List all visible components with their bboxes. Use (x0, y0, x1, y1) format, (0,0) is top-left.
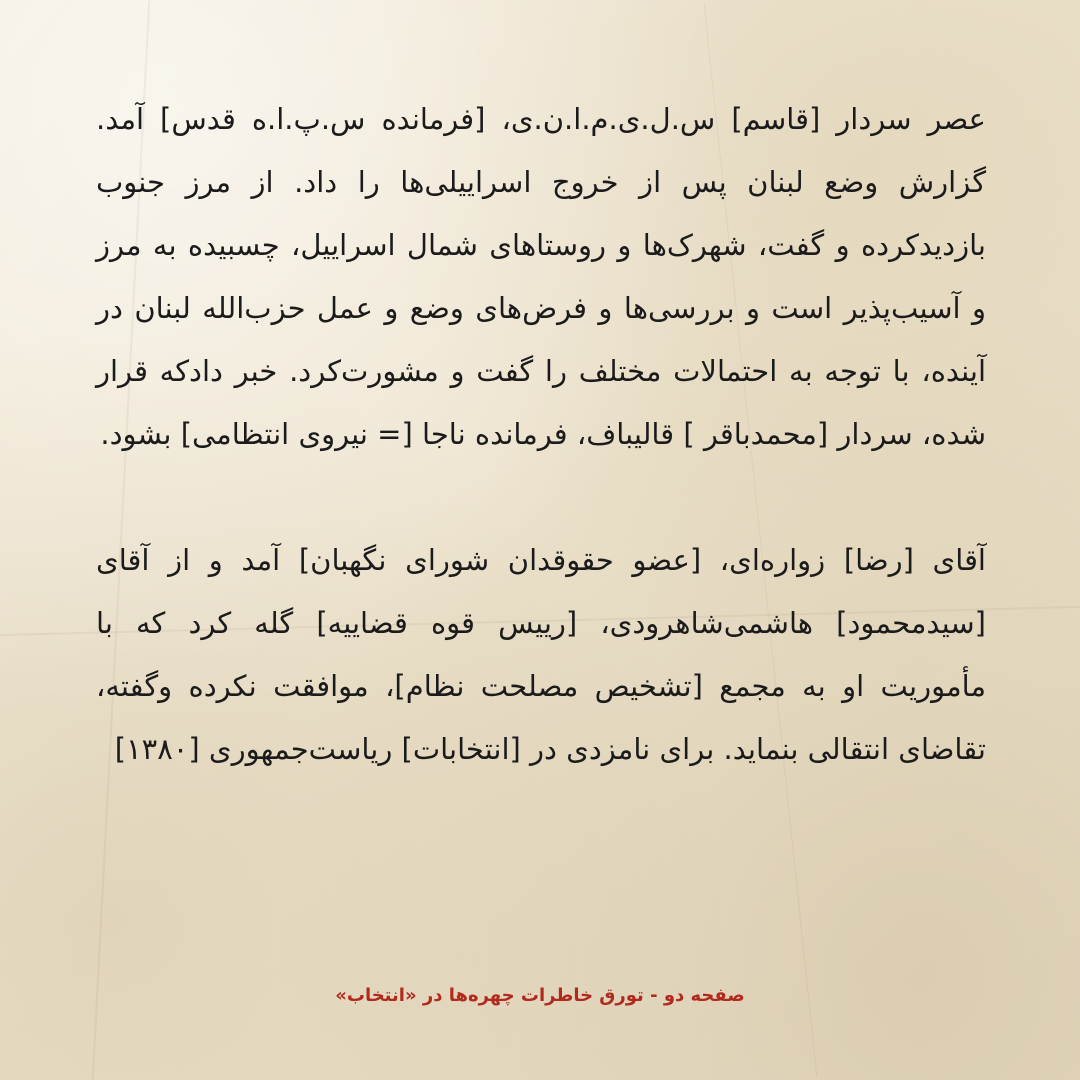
page-footer-caption: صفحه دو - تورق خاطرات چهره‌ها در «انتخاب» (335, 985, 745, 1006)
paragraph-1: عصر سردار [قاسم] س.ل.ی.م.ا.ن.ی، [فرمانده س.پ.ا.ه قدس] آمد. گزارش وضع لبنان پس از خروج اسراییلی‌ها را داد. از مرز جنوب بازدیدکرده و گفت، شهرک‌ها و روستاهای شمال اسراییل، چسبیده به مرز و آسیب‌پذیر است و بررسی‌ها و فرض‌های وضع و عمل حزب‌الله لبنان در آینده، با توجه به احتمالات مختلف را گفت و مشورت‌کرد. خبر دادکه قرار شده، سردار [محمدباقر ] قالیباف، فرمانده ناجا [= نیروی انتظامی] بشود. (96, 102, 986, 451)
document-body (96, 88, 986, 781)
paragraph-2: آقای [رضا] زواره‌ای، [عضو حقوقدان شورای نگهبان] آمد و از آقای [سیدمحمود] هاشمی‌شاهرودی، [رییس قوه قضاییه] گله کرد که با مأموریت او به مجمع [تشخیص مصلحت نظام]، موافقت نکرده وگفته، تقاضای انتقالی بنماید. برای نامزدی در [انتخابات] ریاست‌جمهوری [۱۳۸۰] (96, 543, 986, 766)
